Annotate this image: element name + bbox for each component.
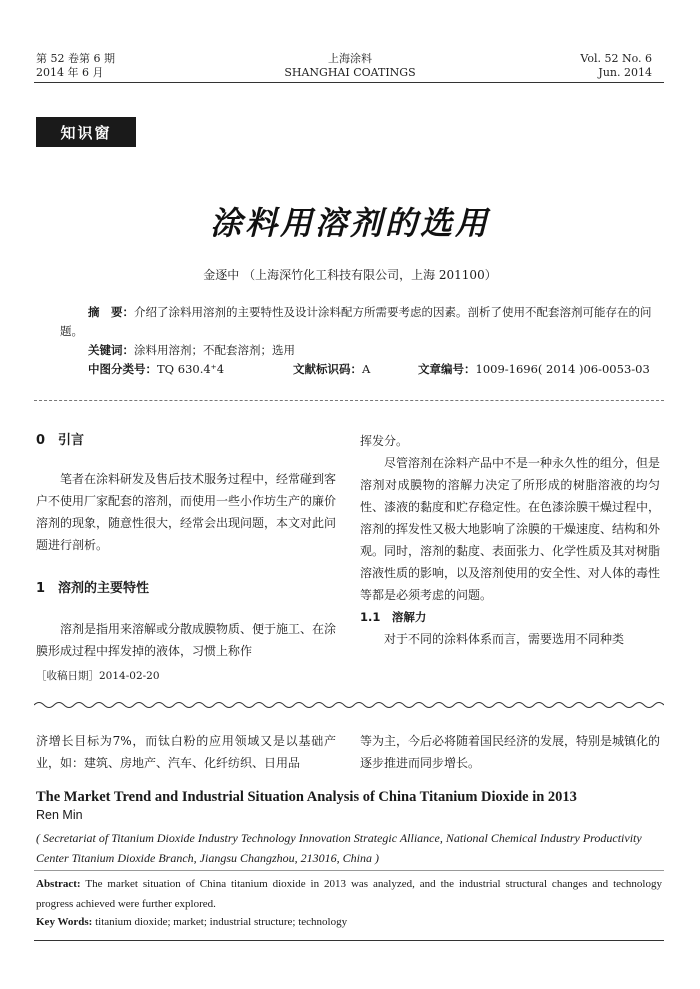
right-paragraph-2: 对于不同的涂料体系而言，需要选用不同种类	[384, 632, 625, 646]
subsection-heading: 1.1 溶解力	[360, 610, 427, 624]
english-author: Ren Min	[36, 808, 83, 822]
abstract-block	[60, 303, 660, 379]
abstract-label: 摘 要：	[88, 305, 134, 319]
wavy-divider	[34, 700, 664, 710]
doc-code-label: 文献标识码：	[293, 362, 362, 376]
article-no-field	[418, 360, 650, 379]
journal-volume-issue-en	[580, 52, 652, 80]
continued-text: 挥发分。	[360, 434, 409, 448]
keywords-line	[60, 341, 660, 360]
english-abstract-label: Abstract:	[36, 878, 81, 890]
keywords-text: 涂料用溶剂；不配套溶剂；选用	[134, 343, 295, 357]
intro-heading: 0 引言	[36, 433, 85, 448]
continuation-left-text: 济增长目标为7%，而钛白粉的应用领域又是以基础产业，如：建筑、房地产、汽车、化纤纺织、日用品	[36, 734, 336, 770]
volume-issue-text: 第 52 卷第 6 期	[36, 52, 115, 65]
issue-date-text: 2014 年 6 月	[36, 66, 104, 79]
article-no-value: 1009-1696( 2014 )06-0053-03	[475, 362, 650, 376]
intro-paragraph: 笔者在涂料研发及售后技术服务过程中，经常碰到客户不使用厂家配套的溶剂，而使用一些小作坊生产的廉价溶剂的现象，随意性很大，经常会出现问题，本文对此问题进行剖析。	[36, 472, 337, 552]
journal-name-en: SHANGHAI COATINGS	[284, 66, 416, 79]
abstract-line	[60, 303, 660, 341]
continuation-right-text: 等为主，今后必将随着国民经济的发展，特别是城镇化的逐步推进而同步增长。	[360, 734, 661, 770]
english-keywords	[36, 916, 347, 928]
english-abstract	[36, 874, 662, 914]
continuation-right	[360, 730, 660, 774]
article-no-label: 文章编号：	[418, 362, 476, 376]
english-keywords-text: titanium dioxide; market; industrial structure; technology	[95, 916, 348, 928]
abstract-rule	[34, 400, 664, 401]
right-column	[360, 430, 660, 650]
english-title: The Market Trend and Industrial Situation Analysis of China Titanium Dioxide in 2013	[36, 789, 577, 805]
section1-heading: 1 溶剂的主要特性	[36, 581, 150, 596]
english-keywords-label: Key Words:	[36, 916, 93, 928]
doc-code-value: A	[362, 362, 371, 376]
right-paragraph-1: 尽管溶剂在涂料产品中不是一种永久性的组分，但是溶剂对成膜物的溶解力决定了所形成的树脂溶液的均匀性、漆液的黏度和贮存稳定性。在色漆涂膜干燥过程中，溶剂的挥发性又极大地影响了涂膜的干燥速度、结构和外观。同时，溶剂的黏度、表面张力、化学性质及其对树脂溶液性质的影响，以及溶剂使用的安全性、对人体的毒性等都是必须考虑的问题。	[360, 456, 661, 602]
volume-issue-en-text: Vol. 52 No. 6	[580, 52, 652, 65]
english-affiliation: ( Secretariat of Titanium Dioxide Industry Technology Innovation Strategic Alliance, National Chemical Industry Productivity Center Titanium Dioxide Branch, Jiangsu Changzhou, 213016, China )	[36, 831, 642, 865]
english-abstract-text: The market situation of China titanium dioxide in 2013 was analyzed, and the industrial structural changes and technology progress achieved were further explored.	[36, 878, 662, 910]
issue-date-en-text: Jun. 2014	[598, 66, 652, 79]
continuation-left	[36, 730, 336, 774]
keywords-label: 关键词：	[88, 343, 134, 357]
clc-label: 中图分类号：	[88, 362, 157, 376]
abstract-text: 介绍了涂料用溶剂的主要特性及设计涂料配方所需要考虑的因素。剖析了使用不配套溶剂可能存在的问题。	[60, 305, 652, 338]
header-rule	[34, 82, 664, 83]
article-byline: 金逐中 （上海深竹化工科技有限公司，上海 201100）	[203, 268, 497, 282]
english-abstract-rule	[34, 870, 664, 871]
section-tag: 知识窗	[36, 117, 136, 147]
bottom-rule	[34, 940, 664, 941]
doc-code-field	[293, 360, 418, 379]
section1-paragraph: 溶剂是指用来溶解或分散成膜物质、便于施工、在涂膜形成过程中挥发掉的液体，习惯上称作	[36, 622, 337, 658]
journal-name-cn: 上海涂料	[328, 52, 372, 65]
clc-field	[88, 360, 293, 379]
article-title: 涂料用溶剂的选用	[209, 204, 490, 242]
clc-value: TQ 630.4⁺4	[157, 362, 225, 376]
classification-line	[60, 360, 660, 379]
left-column	[36, 430, 336, 662]
received-date: ［收稿日期］2014-02-20	[36, 670, 160, 682]
